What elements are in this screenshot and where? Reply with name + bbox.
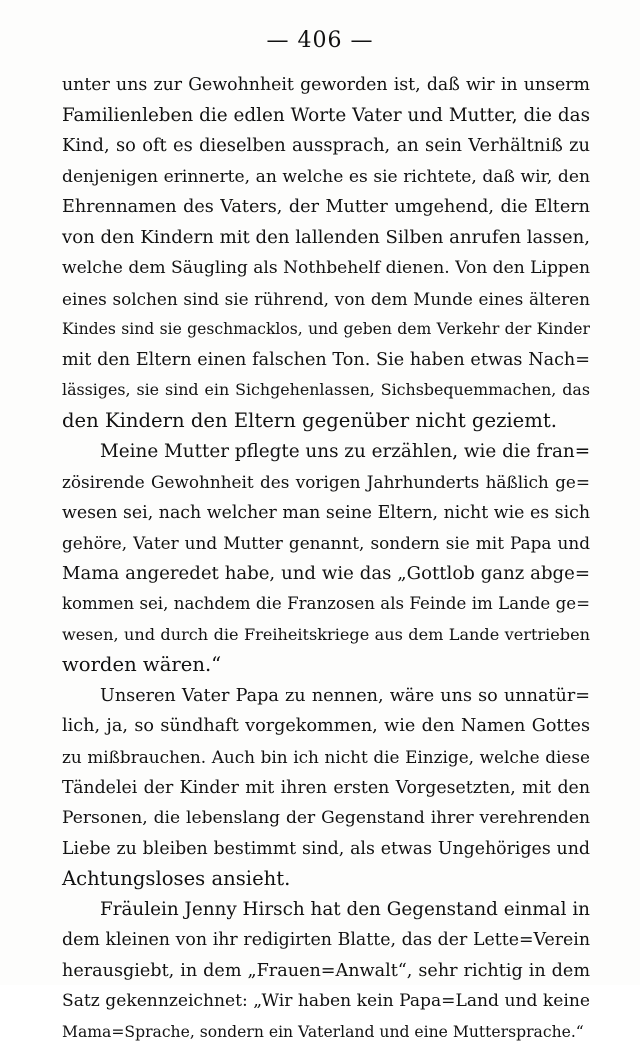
text-line: Personen, die lebenslang der Gegenstand ihrer verehrenden [62,808,590,829]
body-text [62,70,590,1048]
text-line: Familienleben die edlen Worte Vater und Mutter, die das [62,104,590,126]
text-line: mit den Eltern einen falschen Ton. Sie haben etwas Nach= [62,349,590,370]
text-line: den Kindern den Eltern gegenüber nicht geziemt. [62,409,557,433]
text-line: von den Kindern mit den lallenden Silben anrufen lassen, [62,226,590,248]
text-line: zösirende Gewohnheit des vorigen Jahrhunderts häßlich ge= [62,472,590,493]
text-line: lich, ja, so sündhaft vorgekommen, wie den Namen Gottes [62,716,590,737]
text-line: Achtungsloses ansieht. [62,867,291,891]
text-line: Mama angeredet habe, und wie das „Gottlob ganz abge= [62,562,590,584]
text-line: welche dem Säugling als Nothbehelf dienen. Von den Lippen [62,258,590,279]
text-line: eines solchen sind sie rührend, von dem Munde eines älteren [62,288,590,309]
text-line: wesen sei, nach welcher man seine Eltern, nicht wie es sich [62,502,590,523]
text-line: dem kleinen von ihr redigirten Blatte, das der Lette=Verein [62,930,590,951]
text-line: herausgiebt, in dem „Frauen=Anwalt“, sehr richtig in dem [62,960,590,981]
text-line: kommen sei, nachdem die Franzosen als Feinde im Lande ge= [62,594,590,614]
text-line: Liebe zu bleiben bestimmt sind, als etwas Ungehöriges und [62,838,590,859]
text-line: Unseren Vater Papa zu nennen, wäre uns so unnatür= [100,685,590,706]
text-line: gehöre, Vater und Mutter genannt, sondern sie mit Papa und [62,533,590,554]
text-line: Mama=Sprache, sondern ein Vaterland und eine Muttersprache.“ [62,1022,584,1041]
text-line: lässiges, sie sind ein Sichgehenlassen, Sichsbequemmachen, das [62,380,590,400]
text-line: Kindes sind sie geschmacklos, und geben dem Verkehr der Kinder [62,320,590,339]
text-line: unter uns zur Gewohnheit geworden ist, daß wir in unserm [62,75,590,95]
text-line: Ehrennamen des Vaters, der Mutter umgehend, die Eltern [62,197,590,218]
text-line: worden wären.“ [62,653,222,677]
text-line: Satz gekennzeichnet: „Wir haben kein Papa=Land und keine [62,991,590,1012]
text-line: zu mißbrauchen. Auch bin ich nicht die Einzige, welche diese [62,747,590,768]
text-line: Tändelei der Kinder mit ihren ersten Vorgesetzten, mit den [62,777,590,798]
text-line: Fräulein Jenny Hirsch hat den Gegenstand einmal in [100,898,590,920]
text-line: Kind, so oft es dieselben aussprach, an sein Verhältniß zu [62,135,590,157]
text-line: denjenigen erinnerte, an welche es sie richtete, daß wir, den [62,166,590,187]
page-number-header: — 406 — [266,28,374,53]
text-line: wesen, und durch die Freiheitskriege aus dem Lande vertrieben [62,624,590,644]
text-line: Meine Mutter pflegte uns zu erzählen, wie die fran= [100,440,591,462]
